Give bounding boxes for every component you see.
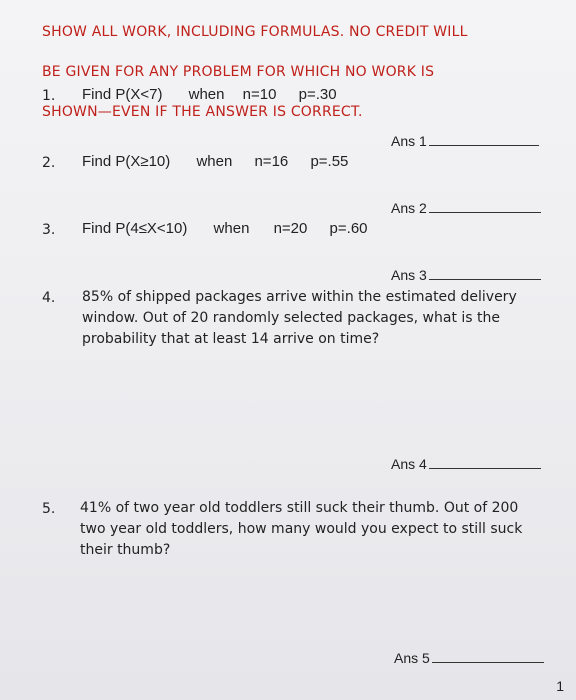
question-3-find: Find P(4≤X<10) — [82, 220, 188, 237]
answer-2-blank[interactable] — [429, 211, 541, 213]
question-3 — [82, 220, 368, 237]
answer-5-blank[interactable] — [432, 661, 544, 663]
instructions-line-2: BE GIVEN FOR ANY PROBLEM FOR WHICH NO WORK IS — [42, 64, 435, 80]
answer-4-label: Ans 4 — [391, 456, 427, 472]
question-3-n: n=20 — [273, 220, 308, 237]
question-2-when: when — [196, 153, 233, 170]
answer-3-label: Ans 3 — [391, 267, 427, 283]
question-4-line-3: probability that at least 14 arrive on time? — [82, 331, 380, 347]
question-5-text — [80, 498, 560, 561]
question-2-n: n=16 — [254, 153, 289, 170]
instructions-line-1: SHOW ALL WORK, INCLUDING FORMULAS. NO CREDIT WILL — [42, 24, 468, 40]
answer-4 — [391, 456, 541, 472]
answer-1 — [391, 133, 539, 149]
question-2-number: 2. — [42, 155, 56, 171]
page-number: 1 — [556, 678, 564, 694]
question-1-when: when — [188, 86, 225, 103]
question-5-line-2: two year old toddlers, how many would you expect to still suck — [80, 521, 523, 537]
question-2-find: Find P(X≥10) — [82, 153, 171, 170]
question-2-p: p=.55 — [310, 153, 349, 170]
answer-2-label: Ans 2 — [391, 200, 427, 216]
answer-1-label: Ans 1 — [391, 133, 427, 149]
question-3-number: 3. — [42, 222, 56, 238]
answer-3 — [391, 267, 541, 283]
answer-1-blank[interactable] — [429, 144, 539, 146]
answer-2 — [391, 200, 541, 216]
question-5-line-1: 41% of two year old toddlers still suck their thumb. Out of 200 — [80, 500, 519, 516]
instructions-header — [42, 2, 542, 142]
answer-5 — [394, 650, 544, 666]
answer-4-blank[interactable] — [429, 467, 541, 469]
question-1-n: n=10 — [242, 86, 277, 103]
question-2 — [82, 153, 348, 170]
question-1 — [82, 86, 337, 103]
answer-5-label: Ans 5 — [394, 650, 430, 666]
question-1-number: 1. — [42, 88, 56, 104]
question-4-number: 4. — [42, 290, 56, 306]
question-4-line-2: window. Out of 20 randomly selected packages, what is the — [82, 310, 500, 326]
question-1-p: p=.30 — [298, 86, 337, 103]
answer-3-blank[interactable] — [429, 278, 541, 280]
question-3-when: when — [213, 220, 250, 237]
question-4-text — [82, 287, 552, 350]
question-3-p: p=.60 — [329, 220, 368, 237]
question-1-find: Find P(X<7) — [82, 86, 163, 103]
instructions-line-3: SHOWN—EVEN IF THE ANSWER IS CORRECT. — [42, 104, 363, 120]
question-5-line-3: their thumb? — [80, 542, 171, 558]
question-5-number: 5. — [42, 501, 56, 517]
question-4-line-1: 85% of shipped packages arrive within the estimated delivery — [82, 289, 517, 305]
